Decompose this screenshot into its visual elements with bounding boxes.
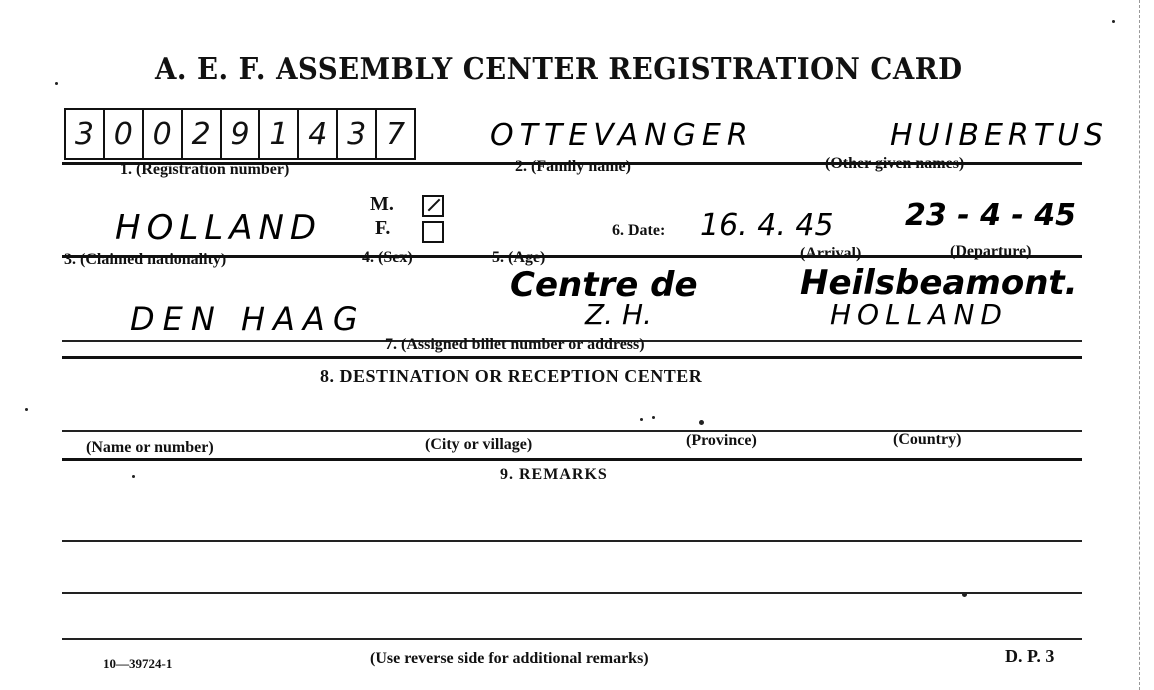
ink-speck: [132, 475, 135, 478]
departure-date-value: 23 - 4 - 45: [905, 198, 1077, 233]
reg-digit: 1: [260, 110, 299, 158]
destination-country-label: (Country): [893, 431, 962, 448]
ink-speck: [1112, 20, 1115, 23]
billet-center-value: Centre de: [510, 265, 698, 305]
nationality-value: HOLLAND: [115, 208, 323, 248]
remarks-line: [62, 638, 1082, 640]
sex-m-label: M.: [370, 193, 394, 215]
destination-heading: 8. DESTINATION OR RECEPTION CENTER: [320, 366, 703, 386]
billet-place-value: Heilsbeamont.: [800, 263, 1078, 303]
billet-city-value: DEN HAAG: [130, 300, 366, 338]
reg-digit: 7: [386, 116, 406, 152]
registration-number-label: 1. (Registration number): [120, 161, 290, 178]
sex-f-checkbox[interactable]: [422, 221, 444, 243]
reg-digit: 2: [183, 110, 222, 158]
registration-number-box: [64, 108, 416, 160]
arrival-date-value: 16. 4. 45: [700, 208, 834, 243]
remarks-line: [62, 592, 1082, 594]
footer-note: (Use reverse side for additional remarks): [370, 650, 649, 667]
arrival-label: (Arrival): [800, 245, 862, 262]
card-edge: [1139, 0, 1154, 690]
reg-digit: 3: [338, 110, 377, 158]
ink-speck: [699, 420, 704, 425]
family-name-label: 2. (Family name): [515, 158, 631, 175]
reg-digit: 0: [105, 110, 144, 158]
card-title: A. E. F. ASSEMBLY CENTER REGISTRATION CARD: [155, 52, 963, 87]
form-dp-code: D. P. 3: [1005, 646, 1055, 666]
ink-speck: [962, 592, 967, 597]
destination-province-label: (Province): [686, 432, 757, 449]
other-names-label: (Other given names): [825, 155, 965, 172]
ink-speck: [640, 418, 643, 421]
ink-speck: [652, 416, 655, 419]
billet-rule-bottom: [62, 356, 1082, 359]
destination-rule-bottom: [62, 458, 1082, 461]
family-name-value: OTTEVANGER: [490, 118, 754, 153]
reg-digit: 3: [66, 110, 105, 158]
sex-label: 4. (Sex): [362, 249, 413, 266]
remarks-heading: 9. REMARKS: [500, 466, 608, 483]
ink-speck: [55, 82, 58, 85]
other-names-value: HUIBERTUS: [890, 118, 1109, 153]
ink-speck: [25, 408, 28, 411]
nationality-label: 3. (Claimed nationality): [64, 251, 227, 268]
date-label: 6. Date:: [612, 222, 666, 239]
destination-name-label: (Name or number): [86, 439, 214, 456]
remarks-line: [62, 540, 1082, 542]
billet-province-value: Z. H.: [585, 298, 652, 331]
reg-digit: 9: [222, 110, 261, 158]
departure-label: (Departure): [950, 243, 1032, 260]
billet-label: 7. (Assigned billet number or address): [385, 336, 645, 353]
reg-digit: 4: [299, 110, 338, 158]
sex-f-label: F.: [375, 217, 391, 239]
form-code: 10—39724-1: [103, 656, 173, 671]
age-label: 5. (Age): [492, 249, 546, 266]
billet-country-value: HOLLAND: [830, 298, 1008, 331]
reg-digit: 0: [144, 110, 183, 158]
sex-m-checkbox[interactable]: [422, 195, 444, 217]
destination-city-label: (City or village): [425, 436, 533, 453]
